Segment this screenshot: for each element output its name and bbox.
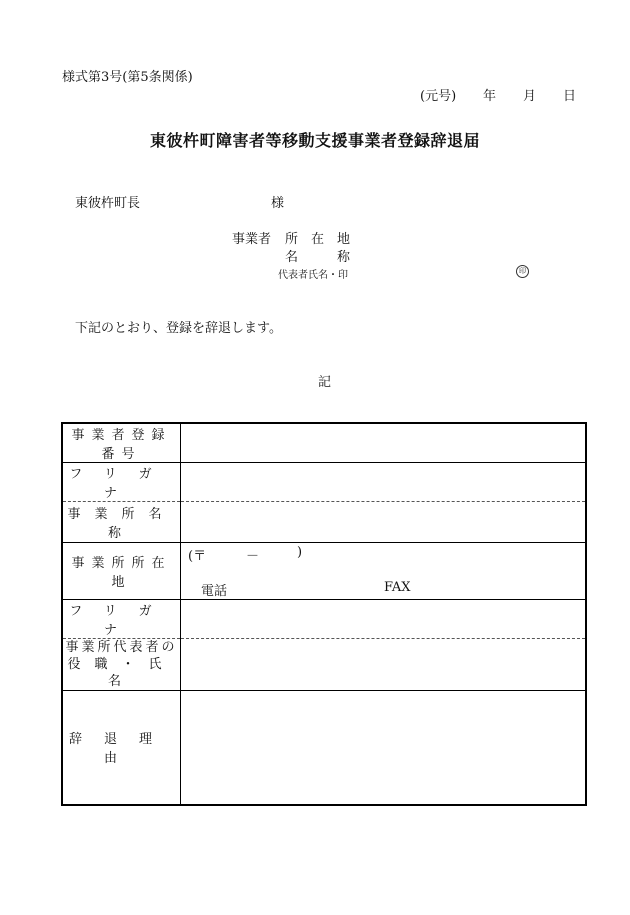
withdrawal-reason-label: 辞退理由 bbox=[62, 691, 181, 805]
representative-title-name-field[interactable] bbox=[181, 639, 587, 691]
postal-open: (〒 bbox=[188, 549, 207, 564]
withdrawal-form-table bbox=[61, 422, 587, 806]
office-name-label: 事業所名称 bbox=[62, 502, 181, 543]
addressee-name: 東彼杵町長 bbox=[75, 196, 141, 211]
office-address-label: 事業所所在地 bbox=[62, 543, 181, 600]
registration-number-label: 事業者登録番号 bbox=[62, 423, 181, 463]
intro-text: 下記のとおり、登録を辞退します。 bbox=[75, 321, 282, 336]
applicant-name-label: 名 称 bbox=[285, 250, 351, 265]
date-era: (元号) bbox=[420, 89, 457, 104]
table-row bbox=[62, 543, 586, 600]
applicant-label: 事業者 bbox=[232, 232, 272, 247]
registration-number-field[interactable] bbox=[181, 423, 587, 463]
office-address-field[interactable] bbox=[181, 543, 587, 600]
withdrawal-reason-field[interactable] bbox=[181, 691, 587, 805]
office-name-field[interactable] bbox=[181, 502, 587, 543]
date-month-label: 月 bbox=[523, 89, 537, 104]
table-row bbox=[62, 463, 586, 502]
postal-close: ) bbox=[297, 545, 303, 560]
applicant-location-label: 所 在 地 bbox=[285, 232, 351, 247]
furigana-field[interactable] bbox=[181, 463, 587, 502]
date-year-label: 年 bbox=[483, 89, 497, 104]
applicant-representative-label: 代表者氏名・印 bbox=[278, 270, 348, 281]
representative-furigana-field[interactable] bbox=[181, 600, 587, 639]
table-row bbox=[62, 600, 586, 639]
ki-heading: 記 bbox=[318, 375, 332, 390]
date-day-label: 日 bbox=[563, 89, 577, 104]
tel-label: 電話 bbox=[201, 584, 228, 599]
table-row bbox=[62, 423, 586, 463]
postal-dash: － bbox=[246, 549, 260, 564]
seal-icon: 印 bbox=[516, 265, 529, 278]
document-title: 東彼杵町障害者等移動支援事業者登録辞退届 bbox=[149, 131, 480, 150]
fax-label: FAX bbox=[384, 580, 411, 595]
table-row bbox=[62, 639, 586, 691]
representative-title-name-label: 事業所代表者の 役職・氏名 bbox=[62, 639, 181, 691]
representative-furigana-label: フリガナ bbox=[62, 600, 181, 639]
table-row bbox=[62, 502, 586, 543]
furigana-label: フリガナ bbox=[62, 463, 181, 502]
form-number: 様式第3号(第5条関係) bbox=[62, 70, 193, 85]
addressee-honorific: 様 bbox=[271, 196, 285, 211]
table-row bbox=[62, 691, 586, 805]
